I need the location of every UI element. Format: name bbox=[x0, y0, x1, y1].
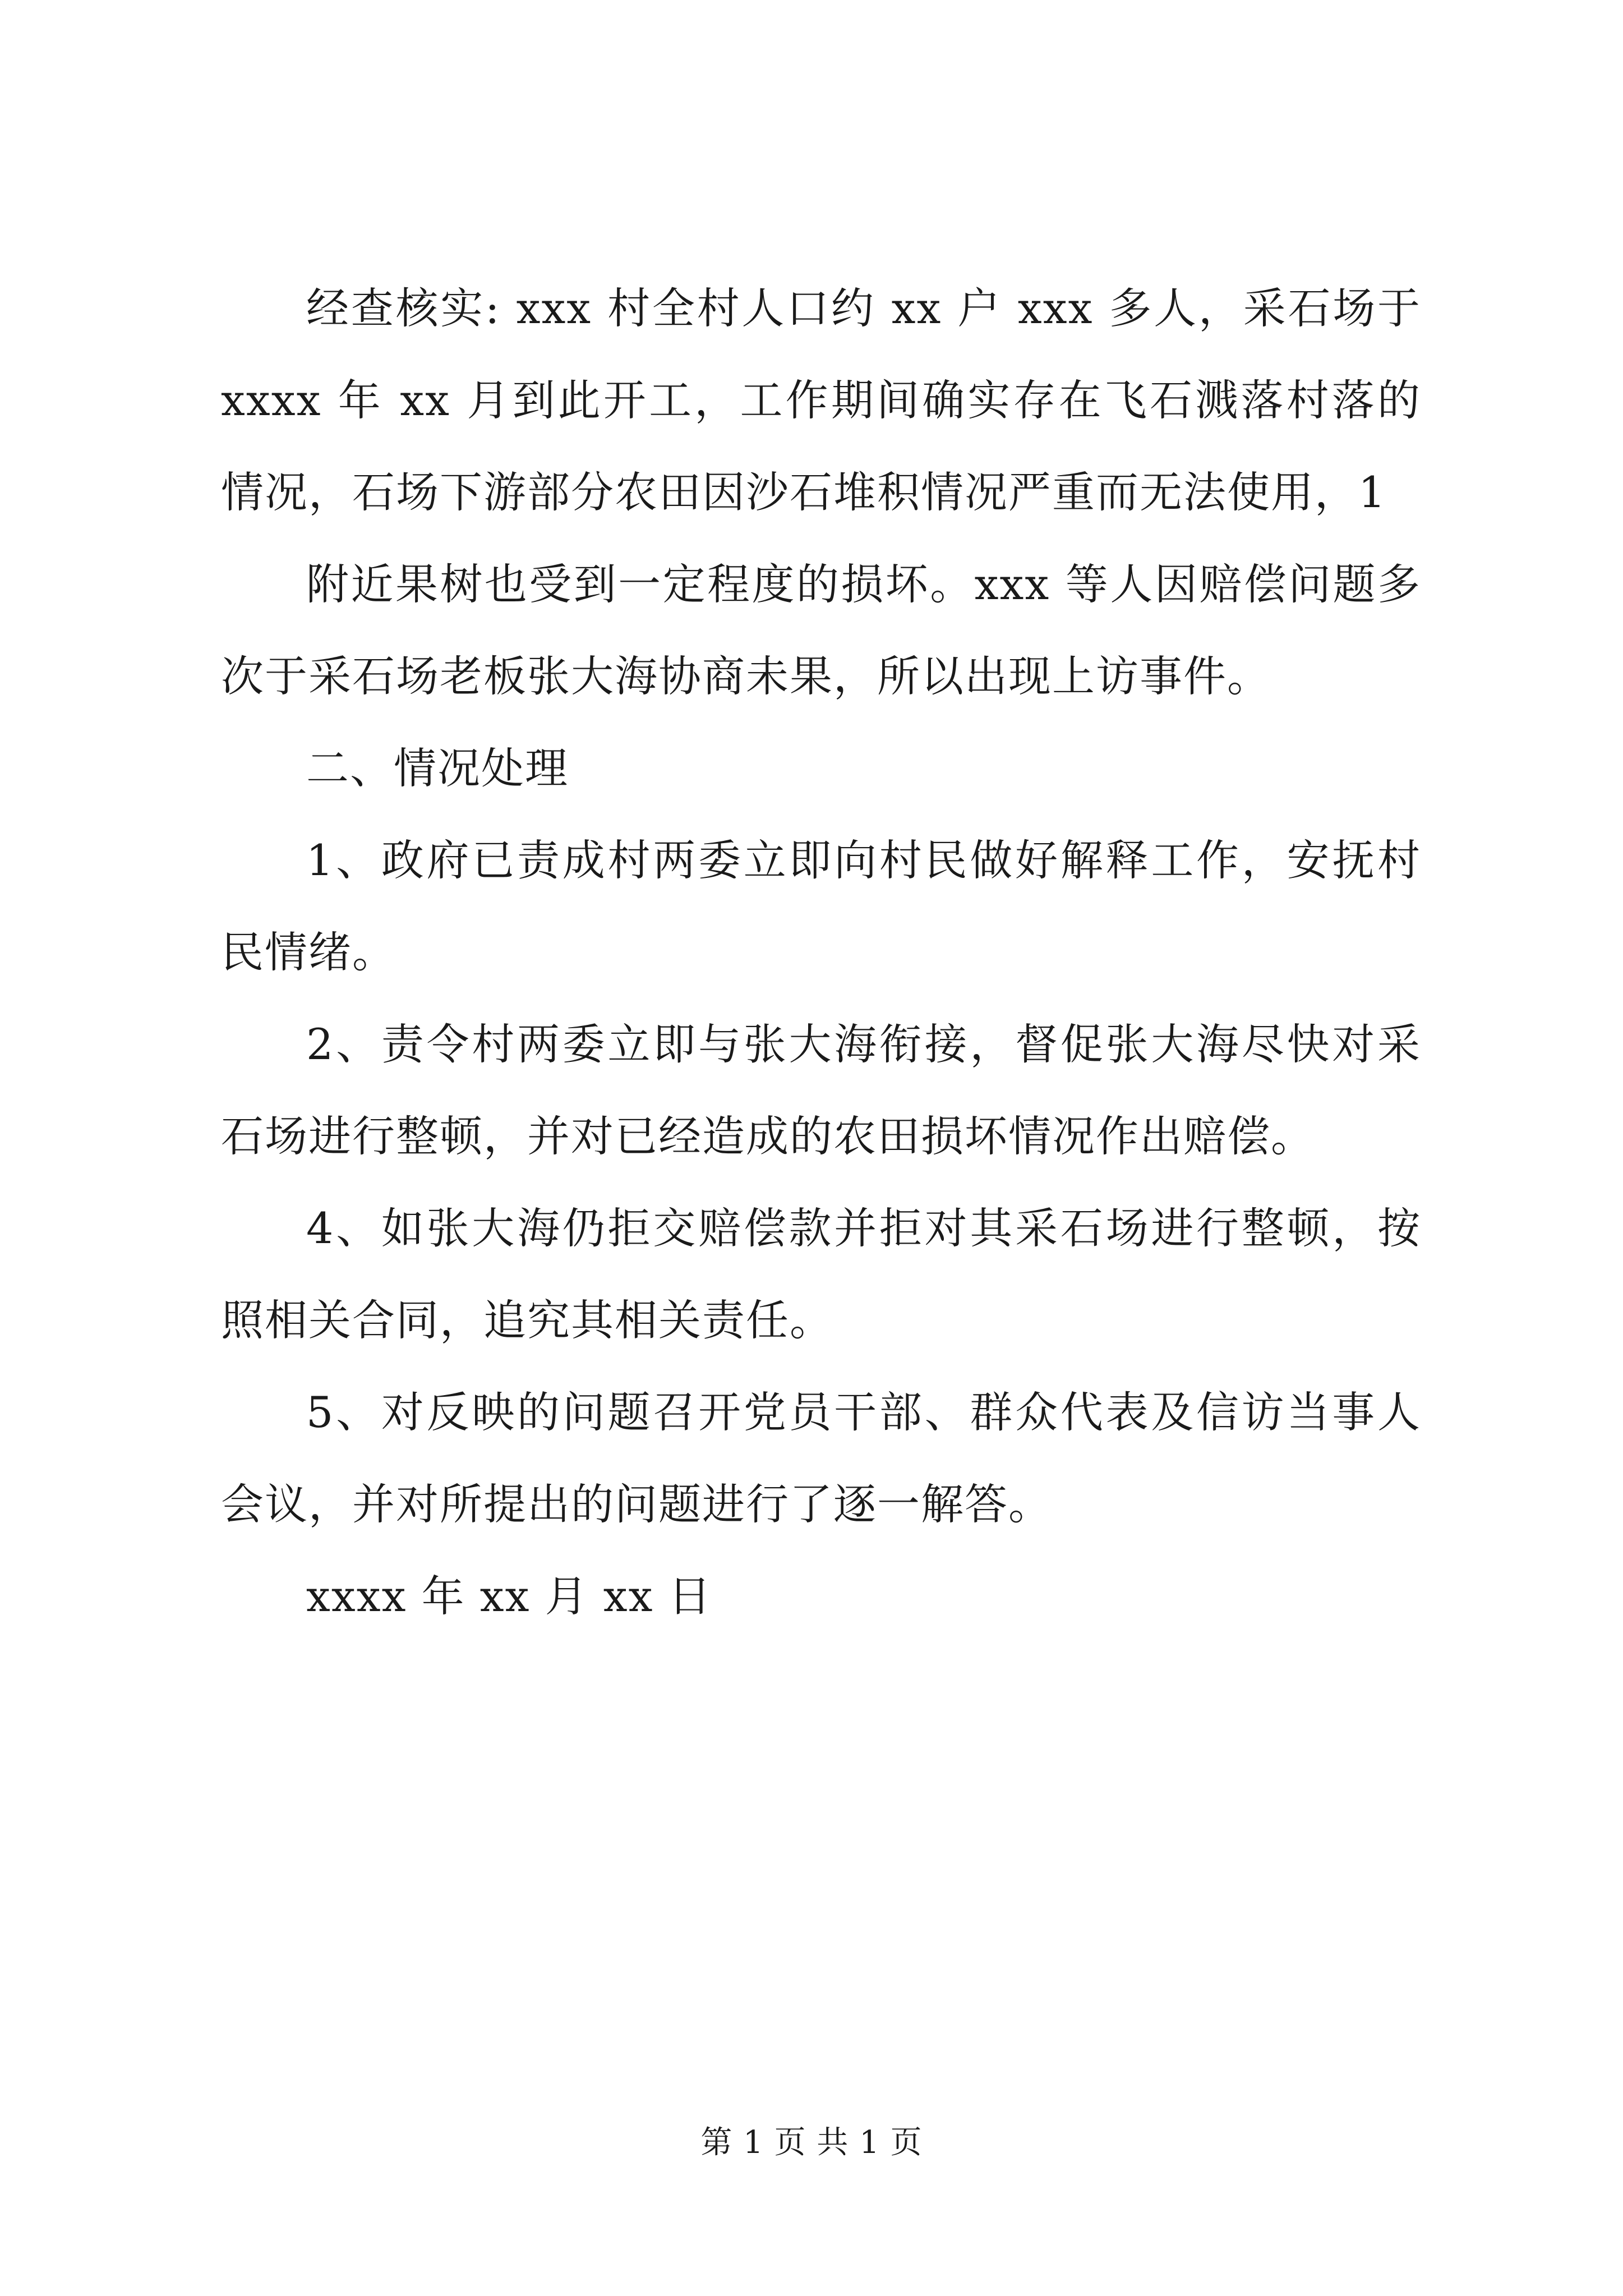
page-number-footer: 第 1 页 共 1 页 bbox=[700, 2124, 923, 2161]
section-heading-handling: 二、情况处理 bbox=[306, 743, 569, 793]
document-date: xxxx 年 xx 月 xx 日 bbox=[306, 1571, 712, 1621]
document-body bbox=[221, 263, 1421, 1642]
paragraph-damage-petition: 附近果树也受到一定程度的损坏。xxx 等人因赔偿问题多次于采石场老板张大海协商未果，所以出现上访事件。 bbox=[221, 559, 1421, 701]
paragraph-item-2: 2、责令村两委立即与张大海衔接，督促张大海尽快对采石场进行整顿，并对已经造成的农田损坏情况作出赔偿。 bbox=[221, 1019, 1421, 1161]
paragraph-item-4: 4、如张大海仍拒交赔偿款并拒对其采石场进行整顿，按照相关合同，追究其相关责任。 bbox=[221, 1203, 1421, 1345]
paragraph-item-5: 5、对反映的问题召开党员干部、群众代表及信访当事人会议，并对所提出的问题进行了逐一解答。 bbox=[221, 1387, 1421, 1529]
paragraph-item-1: 1、政府已责成村两委立即向村民做好解释工作，安抚村民情绪。 bbox=[221, 835, 1421, 977]
paragraph-findings: 经查核实: xxx 村全村人口约 xx 户 xxx 多人，采石场于 xxxx 年 xx 月到此开工，工作期间确实存在飞石溅落村落的情况，石场下游部分农田因沙石堆积情况严重而无法使用，1 bbox=[221, 283, 1421, 517]
